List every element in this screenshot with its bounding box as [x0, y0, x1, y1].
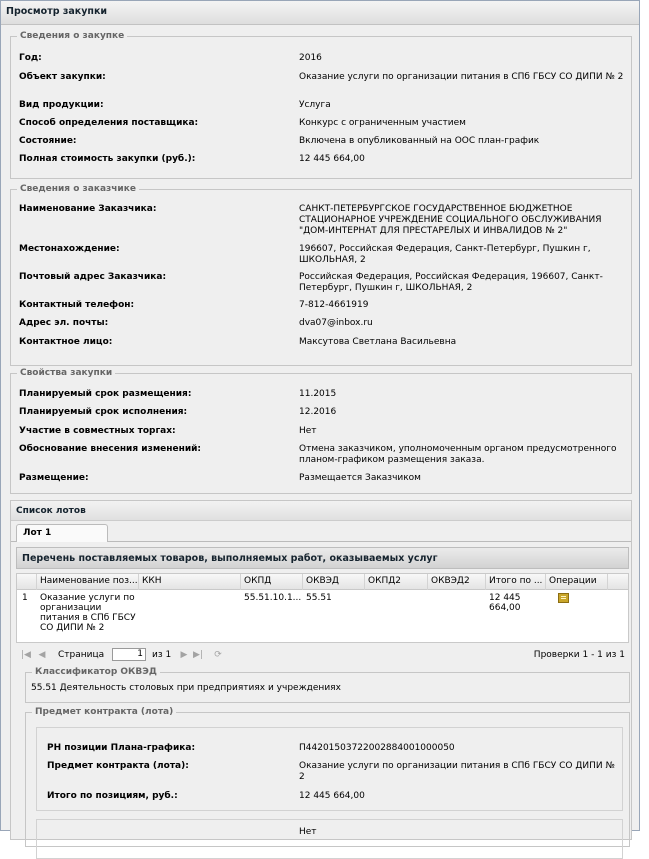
- field-value: 12.2016: [299, 407, 337, 417]
- field-value: П44201503722002884001000050: [299, 743, 455, 753]
- page-label: Страница: [58, 650, 105, 660]
- cell-okved: 55.51: [306, 593, 332, 603]
- lots-tabstrip: [11, 522, 631, 542]
- field-value: Нет: [299, 827, 317, 837]
- field-label: Участие в совместных торгах:: [19, 426, 176, 436]
- field-value: САНКТ-ПЕТЕРБУРГСКОЕ ГОСУДАРСТВЕННОЕ БЮДЖЕТНОЕ СТАЦИОНАРНОЕ УЧРЕЖДЕНИЕ СОЦИАЛЬНОГО ОБСЛУЖИВАНИЯ "ДОМ-ИНТЕРНАТ ДЛЯ ПРЕСТАРЕЛЫХ И ИНВАЛИДОВ № 2": [299, 204, 602, 236]
- field-value: 12 445 664,00: [299, 791, 365, 801]
- field-value: 196607, Российская Федерация, Санкт-Петербург, Пушкин г, ШКОЛЬНАЯ, 2: [299, 244, 591, 265]
- grid-header: [17, 574, 628, 590]
- field-label: Обоснование внесения изменений:: [19, 444, 202, 454]
- column-header-okpd2[interactable]: ОКПД2: [365, 574, 428, 590]
- field-value: Максутова Светлана Васильевна: [299, 337, 457, 347]
- field-label: Почтовый адрес Заказчика:: [19, 272, 167, 282]
- field-value: dva07@inbox.ru: [299, 318, 373, 328]
- next-page-icon[interactable]: ▶: [180, 650, 188, 660]
- field-label: Состояние:: [19, 136, 77, 146]
- field-label: Вид продукции:: [19, 100, 104, 110]
- purchase-properties-legend: Свойства закупки: [20, 368, 113, 378]
- customer-info-section: [10, 184, 632, 366]
- column-header-kkn[interactable]: ККН: [139, 574, 241, 590]
- okved-value: 55.51 Деятельность столовых при предприятиях и учреждениях: [31, 683, 341, 693]
- cell-name: Оказание услуги по организации питания в СПб ГБСУ СО ДИПИ № 2: [40, 593, 136, 633]
- okved-section: [25, 667, 630, 703]
- pager-summary: Проверки 1 - 1 из 1: [533, 650, 625, 660]
- field-value: Оказание услуги по организации питания в СПб ГБСУ СО ДИПИ № 2: [299, 761, 615, 782]
- lots-panel: [10, 500, 632, 840]
- prev-page-icon[interactable]: ◀: [38, 650, 46, 660]
- cell-okpd: 55.51.10.1...: [244, 593, 301, 603]
- field-label: Итого по позициям, руб.:: [47, 791, 178, 801]
- field-label: Контактный телефон:: [19, 300, 135, 310]
- contract-subject-section: [25, 707, 630, 847]
- field-value: 12 445 664,00: [299, 154, 365, 164]
- column-header-total[interactable]: Итого по ...: [486, 574, 546, 590]
- page-of-label: из 1: [152, 650, 172, 660]
- items-grid: [16, 573, 629, 643]
- field-label: Год:: [19, 53, 42, 63]
- field-label: Адрес эл. почты:: [19, 318, 109, 328]
- cell-total: 12 445 664,00: [489, 593, 521, 613]
- contract-subject-inner: [36, 727, 623, 811]
- last-page-icon[interactable]: ▶|: [193, 650, 203, 660]
- field-value: 7-812-4661919: [299, 300, 369, 310]
- field-value: Оказание услуги по организации питания в СПб ГБСУ СО ДИПИ № 2: [299, 72, 624, 82]
- page-number-input[interactable]: 1: [112, 648, 146, 661]
- column-header-okved2[interactable]: ОКВЭД2: [428, 574, 486, 590]
- lots-panel-title: Список лотов: [11, 501, 631, 521]
- field-label: Планируемый срок исполнения:: [19, 407, 188, 417]
- field-value: Конкурс с ограниченным участием: [299, 118, 466, 128]
- purchase-properties-section: [10, 368, 632, 494]
- grid-pager: [16, 646, 629, 664]
- view-document-icon[interactable]: [558, 593, 569, 603]
- field-label: РН позиции Плана-графика:: [47, 743, 196, 753]
- tab-lot-1[interactable]: Лот 1: [16, 524, 108, 543]
- okved-legend: Классификатор ОКВЭД: [35, 667, 157, 677]
- items-grid-title: Перечень поставляемых товаров, выполняемых работ, оказываемых услуг: [16, 547, 629, 569]
- field-value: Размещается Заказчиком: [299, 473, 421, 483]
- field-label: Контактное лицо:: [19, 337, 113, 347]
- field-value: Отмена заказчиком, уполномоченным органом предусмотренного планом-графиком размещения заказа.: [299, 444, 617, 465]
- contract-extra-block: [36, 819, 623, 859]
- field-value: 2016: [299, 53, 322, 63]
- field-label: Размещение:: [19, 473, 89, 483]
- field-value: Российская Федерация, Российская Федерация, 196607, Санкт-Петербург, Пушкин г, ШКОЛЬНАЯ, 2: [299, 272, 603, 293]
- window-title: Просмотр закупки: [1, 1, 639, 25]
- column-header-okpd[interactable]: ОКПД: [241, 574, 303, 590]
- field-label: Планируемый срок размещения:: [19, 389, 192, 399]
- field-label: Местонахождение:: [19, 244, 120, 254]
- lot-tab-body: [16, 542, 631, 839]
- field-label: Объект закупки:: [19, 72, 106, 82]
- column-header-rownum: [17, 574, 37, 590]
- contract-subject-legend: Предмет контракта (лота): [35, 707, 174, 717]
- customer-info-legend: Сведения о заказчике: [20, 184, 136, 194]
- purchase-info-legend: Сведения о закупке: [20, 31, 125, 41]
- field-label: Наименование Заказчика:: [19, 204, 157, 214]
- purchase-info-section: [10, 31, 632, 179]
- column-header-name[interactable]: Наименование поз...: [37, 574, 139, 590]
- field-value: 11.2015: [299, 389, 337, 399]
- column-header-okved[interactable]: ОКВЭД: [303, 574, 365, 590]
- field-value: Нет: [299, 426, 317, 436]
- first-page-icon[interactable]: |◀: [21, 650, 31, 660]
- field-label: Предмет контракта (лота):: [47, 761, 189, 771]
- field-value: Услуга: [299, 100, 331, 110]
- field-label: Полная стоимость закупки (руб.):: [19, 154, 196, 164]
- refresh-icon[interactable]: ⟳: [214, 650, 222, 660]
- cell-rownum: 1: [22, 593, 28, 603]
- column-header-operations[interactable]: Операции: [546, 574, 608, 590]
- field-value: Включена в опубликованный на ООС план-график: [299, 136, 540, 146]
- field-label: Способ определения поставщика:: [19, 118, 199, 128]
